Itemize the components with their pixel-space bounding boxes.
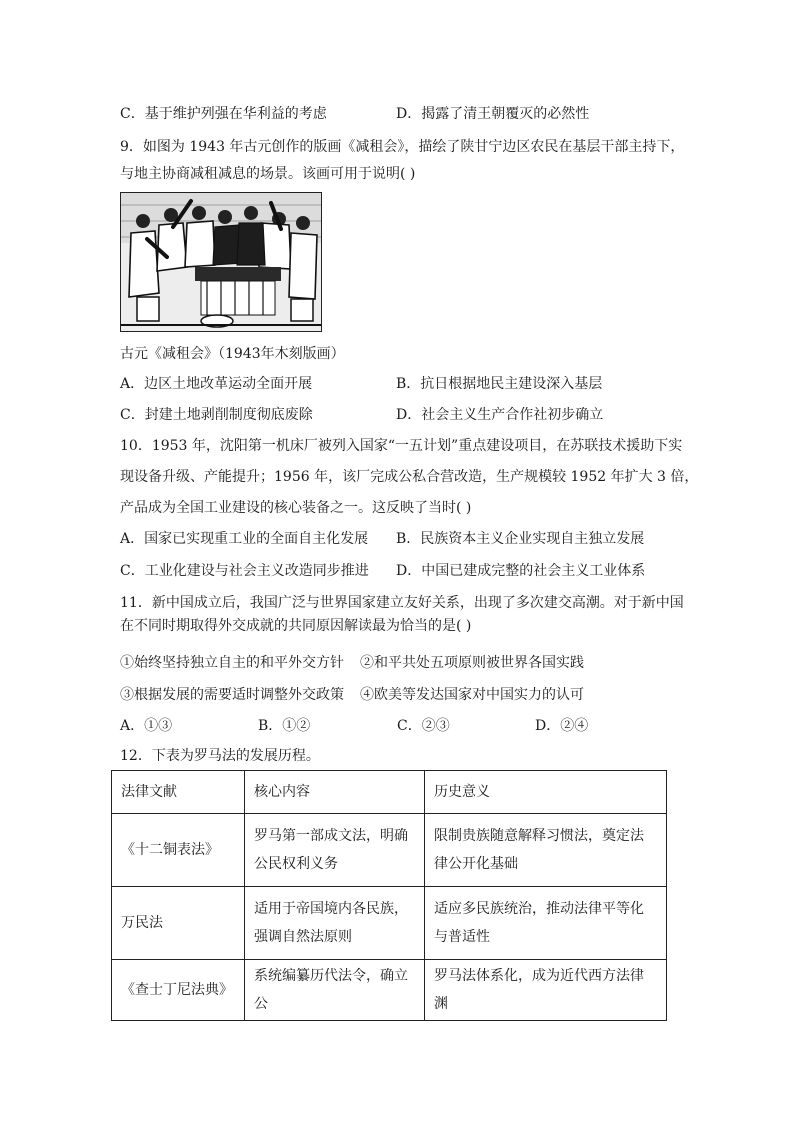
q10-stem-line1: 10．1953 年，沈阳第一机床厂被列入国家“一五计划”重点建设项目，在苏联技术援助下实 <box>120 438 683 454</box>
q10-option-c: C．工业化建设与社会主义改造同步推进 <box>120 563 369 579</box>
roman-law-table <box>111 770 667 1021</box>
table-cell: 罗马法体系化，成为近代西方法律渊 <box>425 960 667 1021</box>
table-cell: 系统编纂历代法令，确立公 <box>245 960 425 1021</box>
table-cell: 适用于帝国境内各民族，强调自然法原则 <box>245 887 425 960</box>
table-cell: 万民法 <box>112 887 245 960</box>
table-header-row <box>112 771 667 814</box>
q11-item-4: ④欧美等发达国家对中国实力的认可 <box>360 687 584 703</box>
q11-option-d: D．②④ <box>535 718 589 734</box>
q11-item-3: ③根据发展的需要适时调整外交政策 <box>120 687 344 703</box>
q11-option-c: C．②③ <box>397 718 450 734</box>
q9-option-a: A．边区土地改革运动全面开展 <box>120 376 313 392</box>
table-cell: 《查士丁尼法典》 <box>112 960 245 1021</box>
q10-option-d: D．中国已建成完整的社会主义工业体系 <box>396 563 646 579</box>
q11-option-a: A．①③ <box>120 718 173 734</box>
q9-image-caption: 古元《减租会》（1943年木刻版画） <box>120 346 345 362</box>
table-cell: 适应多民族统治，推动法律平等化与普适性 <box>425 887 667 960</box>
q10-stem-line2: 现设备升级、产能提升；1956 年，该厂完成公私合营改造，生产规模较 1952 年扩大 3 倍， <box>120 469 699 485</box>
table-row <box>112 960 667 1021</box>
q10-stem-line3: 产品成为全国工业建设的核心装备之一。这反映了当时( ) <box>120 500 472 516</box>
woodcut-print-image <box>120 192 322 332</box>
q9-stem-line2: 与地主协商减租减息的场景。该画可用于说明( ) <box>120 166 416 182</box>
q12-intro: 12．下表为罗马法的发展历程。 <box>120 748 320 764</box>
q9-option-d: D．社会主义生产合作社初步确立 <box>396 407 604 423</box>
q10-option-a: A．国家已实现重工业的全面自主化发展 <box>120 531 369 547</box>
table-header-cell: 历史意义 <box>425 771 667 814</box>
q10-option-b: B．民族资本主义企业实现自主独立发展 <box>396 531 645 547</box>
q11-option-b: B．①② <box>258 718 311 734</box>
table-header-cell: 法律文献 <box>112 771 245 814</box>
q9-stem-line1: 9．如图为 1943 年古元创作的版画《减租会》，描绘了陕甘宁边区农民在基层干部主持下， <box>120 139 685 155</box>
table-row <box>112 887 667 960</box>
q8-option-c: C．基于维护列强在华利益的考虑 <box>120 106 327 122</box>
q9-option-c: C．封建土地剥削制度彻底废除 <box>120 407 313 423</box>
q11-item-2: ②和平共处五项原则被世界各国实践 <box>360 655 584 671</box>
q11-item-1: ①始终坚持独立自主的和平外交方针 <box>120 655 344 671</box>
table-header-cell: 核心内容 <box>245 771 425 814</box>
table-cell: 《十二铜表法》 <box>112 814 245 887</box>
table-row <box>112 814 667 887</box>
table-cell: 罗马第一部成文法，明确公民权利义务 <box>245 814 425 887</box>
q11-stem-line1: 11．新中国成立后，我国广泛与世界国家建立友好关系，出现了多次建交高潮。对于新中国 <box>120 595 684 611</box>
q8-option-d: D．揭露了清王朝覆灭的必然性 <box>396 106 590 122</box>
q9-option-b: B．抗日根据地民主建设深入基层 <box>396 376 603 392</box>
q11-stem-line2: 在不同时期取得外交成就的共同原因解读最为恰当的是( ) <box>120 618 472 634</box>
table-cell: 限制贵族随意解释习惯法，奠定法律公开化基础 <box>425 814 667 887</box>
